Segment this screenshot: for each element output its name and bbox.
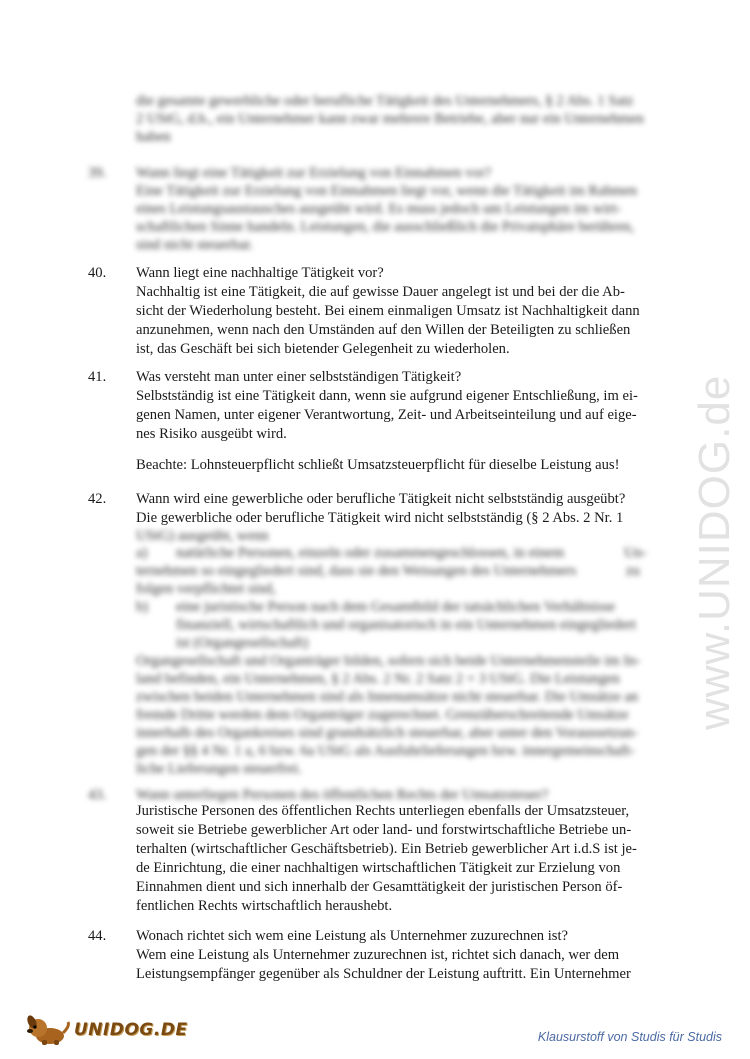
answer-line: Nachhaltig ist eine Tätigkeit, die auf gewisse Dauer angelegt ist und bei der die Ab- bbox=[136, 284, 625, 300]
answer-line: soweit sie Betriebe gewerblicher Art oder land- und forstwirtschaftliche Betriebe un- bbox=[136, 822, 632, 838]
blurred-text: Organgesellschaft und Organträger bilden, sofern sich beide Unternehmensteile im In- bbox=[136, 653, 641, 669]
answer-line: Eine Tätigkeit zur Erzielung von Einnahmen liegt vor, wenn die Tätigkeit im Rahmen bbox=[136, 183, 638, 199]
answer-line: ist, das Geschäft bei sich bietender Gelegenheit zu wiederholen. bbox=[136, 341, 510, 357]
question-number: 39. bbox=[88, 165, 107, 181]
answer-line: Juristische Personen des öffentlichen Rechts unterliegen ebenfalls der Umsatzsteuer, bbox=[136, 803, 630, 819]
question-text: Wann unterliegen Personen des öffentlichen Rechts der Umsatzsteuer? bbox=[136, 787, 549, 803]
question-number: 42. bbox=[88, 491, 107, 507]
list-marker: b) bbox=[136, 599, 149, 615]
answer-line: sind nicht steuerbar. bbox=[136, 237, 254, 253]
blurred-text: 2 UStG, d.h., ein Unternehmer kann zwar mehrere Betriebe, aber nur ein Unternehmen bbox=[136, 111, 644, 127]
blurred-text: die gesamte gewerbliche oder berufliche Tätigkeit des Unternehmers, § 2 Abs. 1 Satz bbox=[136, 93, 634, 109]
blurred-text: ist (Organgesellschaft) bbox=[176, 635, 309, 651]
blurred-text: folgen verpflichtet sind, bbox=[136, 581, 276, 597]
question-text: Wonach richtet sich wem eine Leistung als Unternehmer zuzurechnen ist? bbox=[136, 928, 569, 944]
question-number: 44. bbox=[88, 928, 107, 944]
question-text: Was versteht man unter einer selbstständigen Tätigkeit? bbox=[136, 369, 462, 385]
answer-line: eines Leistungsaustausches ausgeübt wird. Es muss jedoch um Leistungen im wirt- bbox=[136, 201, 622, 217]
blurred-text: UStG) ausgeübt, wenn bbox=[136, 528, 269, 544]
answer-line: Selbstständig ist eine Tätigkeit dann, wenn sie aufgrund eigener Entschließung, im ei- bbox=[136, 388, 638, 404]
blurred-text: zu bbox=[626, 563, 640, 579]
question-number: 41. bbox=[88, 369, 107, 385]
blurred-text: Un- bbox=[624, 545, 647, 561]
question-number: 40. bbox=[88, 265, 107, 281]
blurred-text: fremde Dritte werden dem Organträger zugerechnet. Grenzüberschreitende Umsätze bbox=[136, 707, 629, 723]
blurred-text: land befinden, ein Unternehmen, § 2 Abs. 2 Nr. 2 Satz 2 + 3 UStG. Die Leistungen bbox=[136, 671, 620, 687]
blurred-text: natürliche Personen, einzeln oder zusammengeschlossen, in einem bbox=[176, 545, 565, 561]
blurred-text: ternehmen so eingegliedert sind, dass sie den Weisungen des Unternehmers bbox=[136, 563, 577, 579]
answer-line: genen Namen, unter eigener Verantwortung, Zeit- und Arbeitseinteilung und auf eige- bbox=[136, 407, 637, 423]
question-text: Wann liegt eine nachhaltige Tätigkeit vor? bbox=[136, 265, 384, 281]
blurred-text: gen der §§ 4 Nr. 1 a, 6 bzw. 6a UStG als Ausfuhrlieferungen bzw. innergemeinschaft- bbox=[136, 743, 635, 759]
blurred-text: innerhalb des Organkreises sind grundsätzlich steuerbar, aber unter den Voraussetzun- bbox=[136, 725, 638, 741]
answer-line: Einnahmen dient und sich innerhalb der Gesamttätigkeit der juristischen Person öf- bbox=[136, 879, 623, 895]
question-text: Wann wird eine gewerbliche oder berufliche Tätigkeit nicht selbstständig ausgeübt? bbox=[136, 491, 626, 507]
logo-text: UNIDOG.DE bbox=[74, 1020, 188, 1040]
question-text: Wann liegt eine Tätigkeit zur Erzielung von Einnahmen vor? bbox=[136, 165, 492, 181]
answer-line: Die gewerbliche oder berufliche Tätigkeit wird nicht selbstständig (§ 2 Abs. 2 Nr. 1 bbox=[136, 510, 624, 526]
answer-line: nes Risiko ausgeübt wird. bbox=[136, 426, 287, 442]
blurred-text: eine juristische Person nach dem Gesamtbild der tatsächlichen Verhältnisse bbox=[176, 599, 616, 615]
answer-line: sicht der Wiederholung besteht. Bei einem einmaligen Umsatz ist Nachhaltigkeit dann bbox=[136, 303, 640, 319]
dog-icon bbox=[24, 1014, 72, 1046]
note-text: Beachte: Lohnsteuerpflicht schließt Umsatzsteuerpflicht für dieselbe Leistung aus! bbox=[136, 457, 620, 473]
blurred-text: finanziell, wirtschaftlich und organisatorisch in ein Unternehmen eingegliedert bbox=[176, 617, 637, 633]
answer-line: terhalten (wirtschaftlicher Geschäftsbetrieb). Ein Betrieb gewerblicher Art i.d.S ist je- bbox=[136, 841, 637, 857]
answer-line: anzunehmen, wenn nach den Umständen auf den Willen der Beteiligten zu schließen bbox=[136, 322, 631, 338]
answer-line: Wem eine Leistung als Unternehmer zuzurechnen ist, richtet sich danach, wer dem bbox=[136, 947, 620, 963]
blurred-text: zwischen beiden Unternehmen sind als Innenumsätze nicht steuerbar. Die Umsätze an bbox=[136, 689, 639, 705]
footer-slogan: Klausurstoff von Studis für Studis bbox=[537, 1030, 722, 1044]
answer-line: de Einrichtung, die einer nachhaltigen wirtschaftlichen Tätigkeit zur Erzielung von bbox=[136, 860, 621, 876]
question-number: 43. bbox=[88, 787, 107, 803]
answer-line: Leistungsempfänger gegenüber als Schuldner der Leistung auftritt. Ein Unternehmer bbox=[136, 966, 631, 982]
blurred-text: haben bbox=[136, 129, 171, 145]
blurred-text: liche Lieferungen steuerfrei. bbox=[136, 761, 302, 777]
list-marker: a) bbox=[136, 545, 148, 561]
answer-line: fentlichen Rechts wirtschaftlich heraushebt. bbox=[136, 898, 393, 914]
watermark: www.UNIDOG.de bbox=[690, 374, 739, 730]
answer-line: schaftlichen Sinne handeln. Leistungen, die ausschließlich die Privatsphäre berühren, bbox=[136, 219, 635, 235]
unidog-logo[interactable] bbox=[24, 1014, 188, 1046]
